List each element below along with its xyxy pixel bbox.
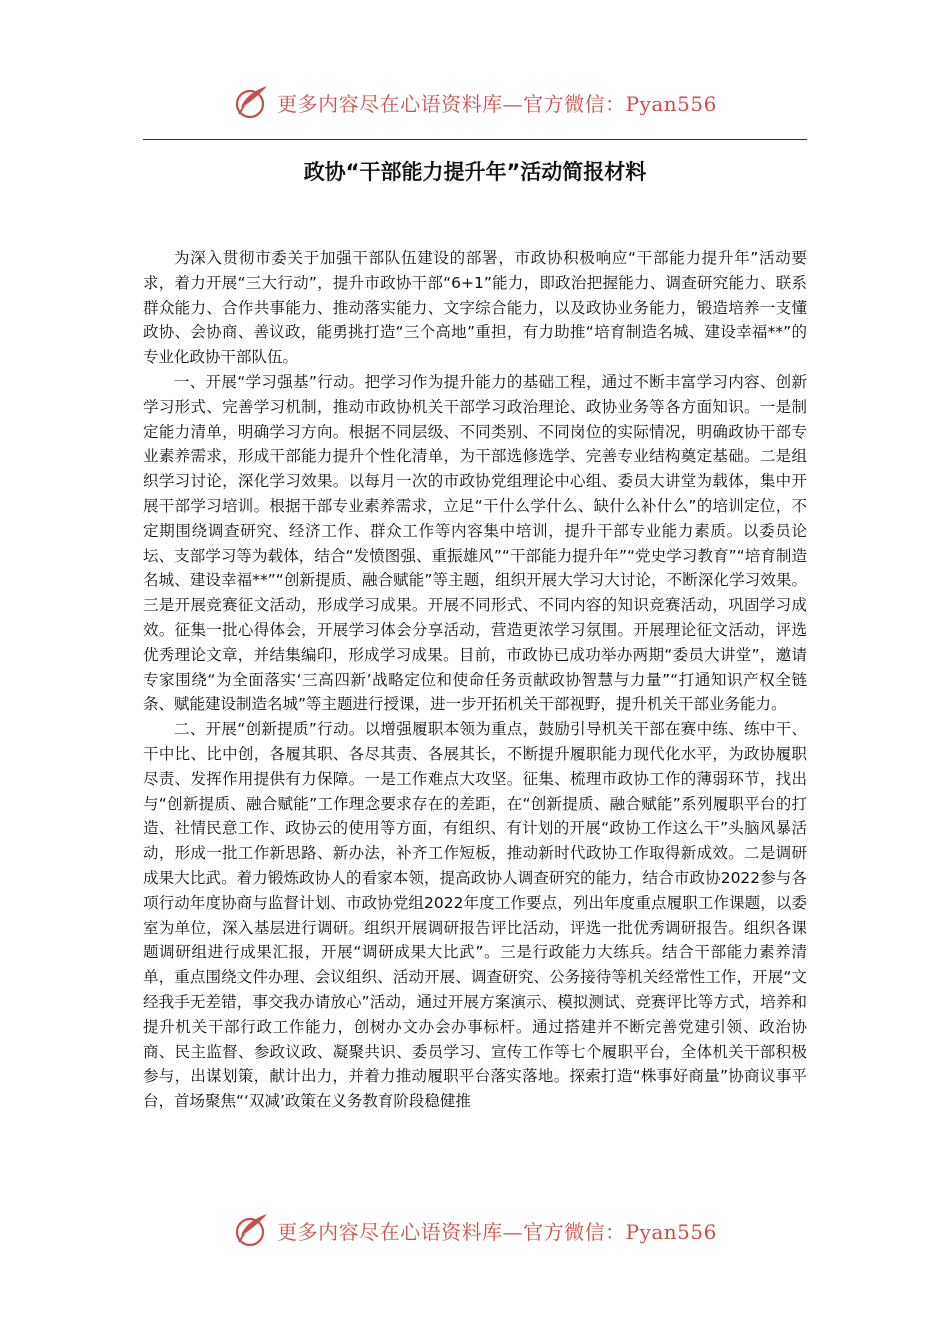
document-body [143, 246, 807, 1114]
header-divider [143, 139, 807, 140]
paragraph-section-1: 一、开展“学习强基”行动。把学习作为提升能力的基础工程，通过不断丰富学习内容、创新学习形式、完善学习机制，推动市政协机关干部学习政治理论、政协业务等各方面知识。一是制定能力清单，明确学习方向。根据不同层级、不同类别、不同岗位的实际情况，明确政协干部专业素养需求，形成干部能力提升个性化清单，为干部选修选学、完善专业结构奠定基础。二是组织学习讨论，深化学习效果。以每月一次的市政协党组理论中心组、委员大讲堂为载体，集中开展干部学习培训。根据干部专业素养需求，立足“干什么学什么、缺什么补什么”的培训定位，不定期围绕调查研究、经济工作、群众工作等内容集中培训，提升干部专业能力素质。以委员论坛、支部学习等为载体，结合“发愤图强、重振雄风”“干部能力提升年”“党史学习教育”“培育制造名城、建设幸福**”“创新提质、融合赋能”等主题，组织开展大学习大讨论，不断深化学习效果。三是开展竞赛征文活动，形成学习成果。开展不同形式、不同内容的知识竞赛活动，巩固学习成效。征集一批心得体会，开展学习体会分享活动，营造更浓学习氛围。开展理论征文活动，评选优秀理论文章，并结集编印，形成学习成果。目前，市政协已成功举办两期“委员大讲堂”，邀请专家围绕“为全面落实‘三高四新’战略定位和使命任务贡献政协智慧与力量”“打通知识产权全链条、赋能建设制造名城”等主题进行授课，进一步开拓机关干部视野，提升机关干部业务能力。 [143, 372, 807, 714]
watermark-banner-top [0, 82, 950, 122]
feather-pen-icon [233, 1211, 271, 1249]
paragraph-intro: 为深入贯彻市委关于加强干部队伍建设的部署，市政协积极响应“干部能力提升年”活动要求，着力开展“三大行动”，提升市政协干部“6+1”能力，即政治把握能力、调查研究能力、联系群众能力、合作共事能力、推动落实能力、文字综合能力，以及政协业务能力，锻造培养一支懂政协、会协商、善议政，能勇挑打造“三个高地”重担，有力助推“培育制造名城、建设幸福**”的专业化政协干部队伍。 [143, 249, 807, 367]
watermark-text: 更多内容尽在心语资料库—官方微信：Pyan556 [277, 91, 717, 116]
paragraph-section-2: 二、开展“创新提质”行动。以增强履职本领为重点，鼓励引导机关干部在赛中练、练中干、干中比、比中创，各履其职、各尽其责、各展其长，不断提升履职能力现代化水平，为政协履职尽责、发挥作用提供有力保障。一是工作难点大攻坚。征集、梳理市政协工作的薄弱环节，找出与“创新提质、融合赋能”工作理念要求存在的差距，在“创新提质、融合赋能”系列履职平台的打造、社情民意工作、政协云的使用等方面，有组织、有计划的开展“政协工作这么干”头脑风暴活动，形成一批工作新思路、新办法，补齐工作短板，推动新时代政协工作取得新成效。二是调研成果大比武。着力锻炼政协人的看家本领，提高政协人调查研究的能力，结合市政协2022参与各项行动年度协商与监督计划、市政协党组2022年度工作要点，列出年度重点履职工作课题，以委室为单位，深入基层进行调研。组织开展调研报告评比活动，评选一批优秀调研报告。组织各课题调研组进行成果汇报，开展“调研成果大比武”。三是行政能力大练兵。结合干部能力素养清单，重点围绕文件办理、会议组织、活动开展、调查研究、公务接待等机关经常性工作，开展“文经我手无差错，事交我办请放心”活动，通过开展方案演示、模拟测试、竞赛评比等方式，培养和提升机关干部行政工作能力，创树办文办会办事标杆。通过搭建并不断完善党建引领、政治协商、民主监督、参政议政、凝聚共识、委员学习、宣传工作等七个履职平台，全体机关干部积极参与，出谋划策，献计出力，并着力推动履职平台落实落地。探索打造“株事好商量”协商议事平台，首场聚焦“‘双减’政策在义务教育阶段稳健推 [143, 720, 807, 1111]
document-title: 政协“干部能力提升年”活动简报材料 [303, 160, 647, 184]
watermark-banner-bottom [0, 1210, 950, 1250]
feather-pen-icon [233, 83, 271, 121]
watermark-text: 更多内容尽在心语资料库—官方微信：Pyan556 [277, 1219, 717, 1244]
